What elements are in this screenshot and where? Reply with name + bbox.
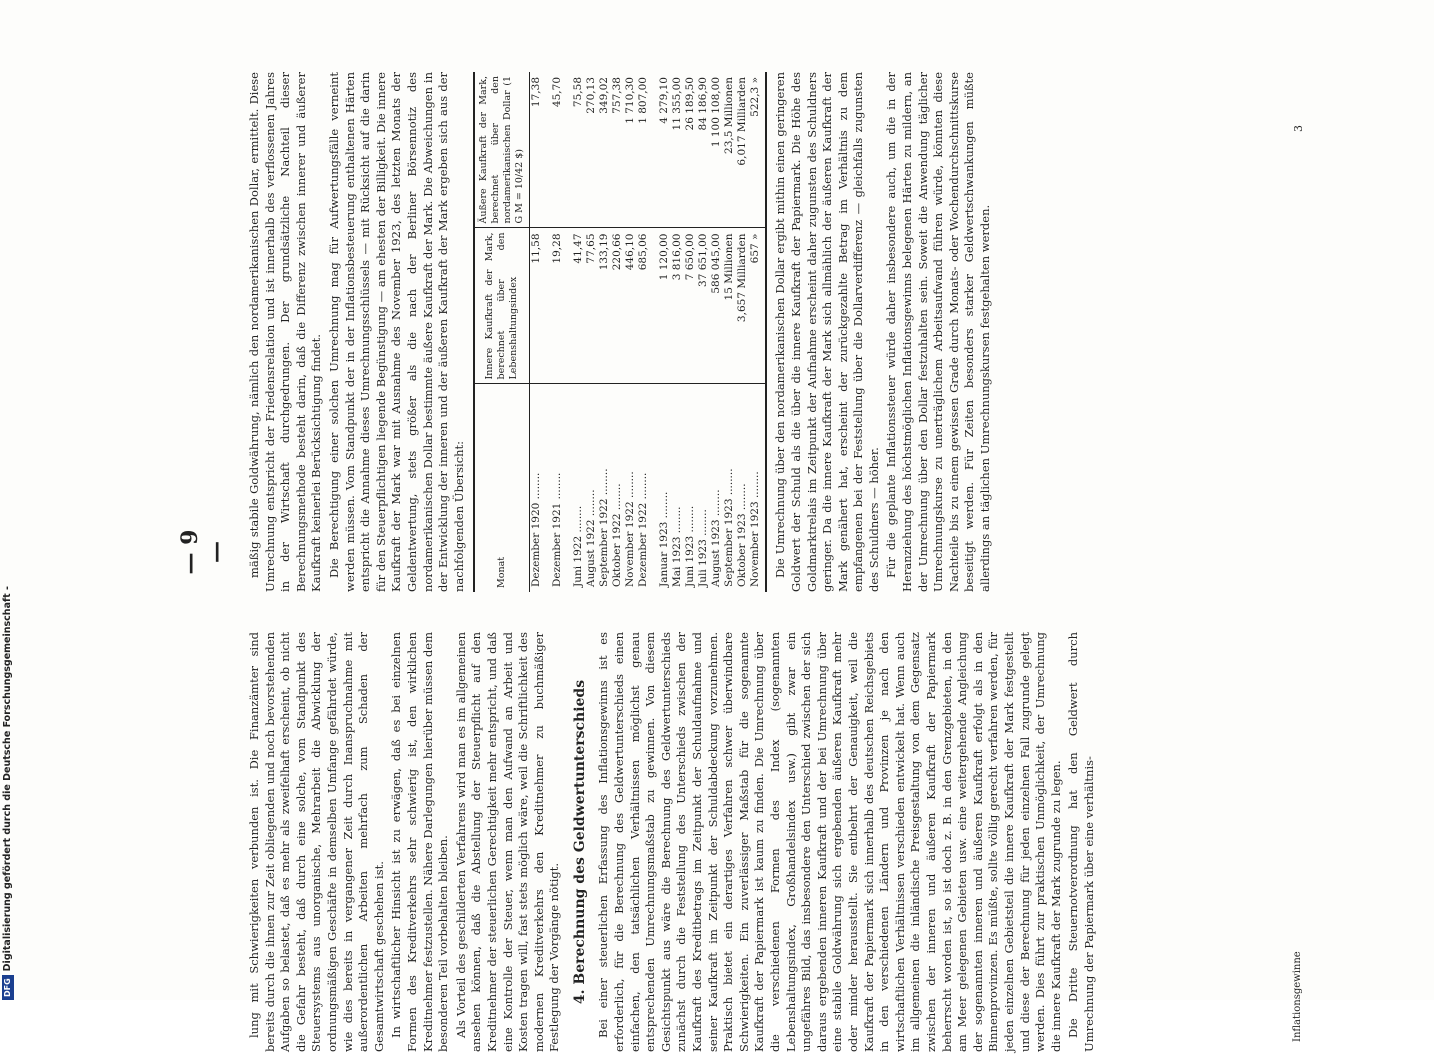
credit-text: Digitalisierung gefördert durch die Deutsche Forschungsgemeinschaft - [2, 586, 13, 972]
digitization-credit [0, 0, 16, 1000]
table-cell: 522,3 » [749, 72, 766, 228]
table-cell: 11 355,00 [671, 72, 684, 228]
table-cell: 685,06 [637, 228, 650, 384]
table-cell: 7 650,00 [684, 228, 697, 384]
paragraph: Bei einer steuerlichen Erfassung des Inflationsgewinns ist es erforderlich, für die Berechnung des Geldwertunterschieds einen einfachen, den tatsächlichen Verhältnissen möglichst genau entsprechenden Umrechnungsmaßstab zu gewinnen. Von diesem Gesichtspunkt aus wäre die Berechnung des Geldwertunterschieds zunächst durch die Feststellung des Unterschieds zwischen der Kaufkraft des Kreditbetrags im Zeitpunkt der Schuldaufnahme und seiner Kaufkraft im Zeitpunkt der Schuldabdeckung vorzunehmen. Praktisch bietet ein derartiges Verfahren schwer überwindbare Schwierigkeiten. Ein zuverlässiger Maßstab für die sogenannte Kaufkraft der Papiermark ist kaum zu finden. Die Umrechnung über die verschiedenen Formen des Index (sogenannten Lebenshaltungsindex, Großhandelsindex usw.) gibt zwar ein ungefähres Bild, das insbesondere den Unterschied zwischen der sich daraus ergebenden inneren Kaufkraft und der bei Umrechnung über eine stabile Goldwährung sich ergebenden äußeren Kaufkraft mehr oder minder herausstellt. Sie entbehrt der Genauigkeit, weil die Kaufkraft der Papiermark sich innerhalb des deutschen Reichsgebiets in den verschiedenen Ländern und Provinzen je nach den wirtschaftlichen Verhältnissen verschieden entwickelt hat. Wenn auch im allgemeinen die inländische Preisgestaltung von dem Gegensatz zwischen der inneren und äußeren Kaufkraft der Papiermark beherrscht worden ist, so ist doch z. B. in den Grenzgebieten, in den am Meer gelegenen Gebieten usw. eine weitergehende Angleichung der sogenannten inneren und äußeren Kaufkraft erfolgt als in den Binnenprovinzen. Es müßte, sollte völlig gerecht verfahren werden, für jeden einzelnen Gebietsteil die innere Kaufkraft der Mark festgestellt und diese der Berechnung für jeden einzelnen Fall zugrunde gelegt werden. Dies führt zur praktischen Unmöglichkeit, der Umrechnung die innere Kaufkraft der Mark zugrunde zu legen. [596, 632, 1063, 1052]
left-column [247, 632, 1099, 1052]
purchasing-power-table [473, 72, 767, 592]
paragraph: Die Berechtigung einer solchen Umrechnung mag für Aufwertungsfälle verneint werden müssen. Vom Standpunkt der in der Inflationsbesteuerung enthaltenen Härten entspricht die Annahme dieses Umrechnungsschlüssels — mit Rücksicht auf die darin für den Steuerpflichtigen liegende Begünstigung — am ehesten der Billigkeit. Die innere Kaufkraft der Mark war mit Ausnahme des November 1923, des letzten Monats der Geldentwertung, stets größer als die nach der Berliner Börsennotiz des nordamerikanischen Dollar bestimmte äußere Kaufkraft der Mark. Die Abweichungen in der Entwicklung der inneren und der äußeren Kaufkraft der Mark ergeben sich aus der nachfolgenden Übersicht: [326, 72, 466, 592]
footer-signature: Inflationsgewinne [1292, 951, 1303, 1042]
rotated-page [167, 42, 1327, 1062]
table-row [723, 72, 736, 592]
paragraph: Für die geplante Inflationssteuer würde daher insbesondere auch, um die in der Heranziehung des höchstmöglichen Inflationsgewinns belegenen Härten zu mildern, an der Umrechnung über den Dollar festzuhalten sein. Soweit die Anwendung täglicher Umrechnungskurse zu unerträglichem Arbeitsaufwand führen würde, könnten diese Nachteile bis zu einem gewissen Grade durch Monats- oder Wochendurchschnittskurse beseitigt werden. Für Zeiten besonders starker Geldwertschwankungen müßte allerdings an täglichen Umrechnungskursen festgehalten werden. [884, 72, 993, 592]
table-row [650, 72, 671, 592]
table-cell: Oktober 1923 ........ [736, 483, 749, 587]
paragraph: Die Dritte Steuernotverordnung hat den Geldwert durch Umrechnung der Papiermark über eine verhältnis- [1066, 632, 1096, 1052]
table-row [564, 72, 585, 592]
table-cell: 15 Millionen [723, 228, 736, 384]
table-cell: September 1922 ........ [598, 468, 611, 587]
table-cell: Dezember 1920 ........ [530, 472, 543, 587]
table-cell: 133,19 [598, 228, 611, 384]
table-cell: 41,47 [564, 228, 585, 384]
table-row [684, 72, 697, 592]
table-cell: 1 100 108,00 [710, 72, 723, 228]
table-row [697, 72, 710, 592]
table-cell: Juli 1923 ........ [697, 509, 710, 587]
paragraph: In wirtschaftlicher Hinsicht ist zu erwägen, daß es bei einzelnen Formen des Kreditverkehrs sehr schwierig ist, den wirklichen Kreditnehmer festzustellen. Nähere Darlegungen hierüber müssen dem besonderen Teil vorbehalten bleiben. [389, 631, 451, 1052]
table-cell: 26 189,50 [684, 72, 697, 228]
table-cell: 270,13 [585, 72, 598, 228]
paragraph: Die Umrechnung über den nordamerikanischen Dollar ergibt mithin einen geringeren Goldwert der Schuld als die über die innere Kaufkraft der Papiermark. Die Höhe des Goldmarktrelais im Zeitpunkt der Aufnahme erscheint daher zugunsten des Schuldners geringer. Da die innere Kaufkraft der Mark sich allmählich der äußeren Kaufkraft der Mark genähert hat, erscheint der zurückgezahlte Betrag im Verhältnis zu dem empfangenen bei der Feststellung über die Dollarverdifferenz — gleichfalls zugunsten des Schuldners — höher. [773, 72, 881, 592]
column-header: Monat [474, 384, 530, 592]
table-row [637, 72, 650, 592]
table-cell: 11,58 [530, 228, 544, 384]
table-cell: Mai 1923 ........ [671, 506, 684, 587]
table-cell: 1 807,00 [637, 72, 650, 228]
table-cell: August 1923 ........ [710, 489, 723, 587]
table-cell: 37 651,00 [697, 228, 710, 384]
table-cell: 6,017 Milliarden [736, 72, 749, 228]
table-row [749, 72, 766, 592]
table-cell: 84 186,90 [697, 72, 710, 228]
table-cell: 23,5 Millionen [723, 72, 736, 228]
table-cell: August 1922 ........ [585, 489, 598, 587]
table-row [543, 72, 564, 592]
table-row [710, 72, 723, 592]
column-header: Äußere Kaufkraft der Mark, berechnet über den nordamerikanischen Dollar (1 G M = 10/42 $) [474, 72, 530, 228]
table-row [736, 72, 749, 592]
table-row [671, 72, 684, 592]
table-cell: November 1922 ........ [624, 471, 637, 587]
table-cell: Januar 1923 ........ [658, 491, 671, 587]
page-number: — 9 — [177, 529, 229, 575]
table-cell: 3 816,00 [671, 228, 684, 384]
table-cell: Oktober 1922 ........ [611, 483, 624, 587]
table-cell: 446,10 [624, 228, 637, 384]
table-cell: 349,02 [598, 72, 611, 228]
table-cell: 3,657 Milliarden [736, 228, 749, 384]
table-cell: 1 120,00 [650, 228, 671, 384]
table-row [611, 72, 624, 592]
table-row [598, 72, 611, 592]
dfg-logo: DFG [2, 975, 14, 1000]
table-cell: 77,65 [585, 228, 598, 384]
table-cell: 4 279,10 [650, 72, 671, 228]
table-cell: Juni 1922 ........ [572, 505, 585, 587]
table-row [585, 72, 598, 592]
table-cell: November 1923 ........ [749, 384, 766, 592]
table-cell: 657 » [749, 228, 766, 384]
table-row [624, 72, 637, 592]
table-cell: September 1923 ........ [723, 468, 736, 587]
table-cell: 75,58 [564, 72, 585, 228]
table-row [530, 72, 544, 592]
table-cell: 586 045,00 [710, 228, 723, 384]
table-cell: 757,38 [611, 72, 624, 228]
right-column [247, 72, 996, 592]
table-cell: 1 710,30 [624, 72, 637, 228]
column-header: Innere Kaufkraft der Mark, berechnet über den Lebenshaltungsindex [474, 228, 530, 384]
table-cell: 17,38 [530, 72, 544, 228]
paragraph: mäßig stabile Goldwährung, nämlich den nordamerikanischen Dollar, ermittelt. Diese Umrechnung entspricht der Friedensrelation und ist innerhalb des verflossenen Jahres in der Wirtschaft durchgedrungen. Der grundsätzliche Nachteil dieser Berechnungsmethode besteht darin, daß die Differenz zwischen innerer und äußerer Kaufkraft keinerlei Berücksichtigung findet. [247, 72, 324, 592]
table-cell: 45,70 [543, 72, 564, 228]
section-heading: 4. Berechnung des Geldwertunterschieds [571, 679, 588, 1005]
table-cell: 19,28 [543, 228, 564, 384]
paragraph: lung mit Schwierigkeiten verbunden ist. Die Finanzämter sind bereits durch die ihnen zur Zeit obliegenden und noch bevorstehenden Aufgaben so belastet, daß es mehr als zweifelhaft erscheint, ob nicht die Gefahr besteht, daß durch eine solche, vom Standpunkt des Steuersystems aus unorganische, Mehrarbeit die Abwicklung der ordnungsmäßigen Geschäfte in demselben Umfange gefährdet würde, wie dies bereits in vergangener Zeit durch Inanspruchnahme mit außerordentlichen Arbeiten mehrfach zum Schaden der Gesamtwirtschaft geschehen ist. [247, 632, 386, 1052]
paragraph: Als Vorteil des geschilderten Verfahrens wird man es im allgemeinen ansehen können, daß die Abstellung der Steuerpflicht auf den Kreditnehmer der steuerlichen Gerechtigkeit mehr entspricht, und daß eine Kontrolle der Steuer, wenn man den Aufwand an Arbeit und Kosten tragen will, fast stets möglich wäre, weil die Schriftlichkeit des modernen Kreditverkehrs den Kreditnehmer zu buchmäßiger Festlegung der Vorgänge nötigt. [453, 632, 562, 1052]
table-cell: Dezember 1921 ........ [551, 472, 564, 587]
footer-sheet-number: 3 [1292, 125, 1305, 132]
table-cell: 220,66 [611, 228, 624, 384]
table-cell: Juni 1923 ........ [684, 505, 697, 587]
table-cell: Dezember 1922 ........ [637, 472, 650, 587]
